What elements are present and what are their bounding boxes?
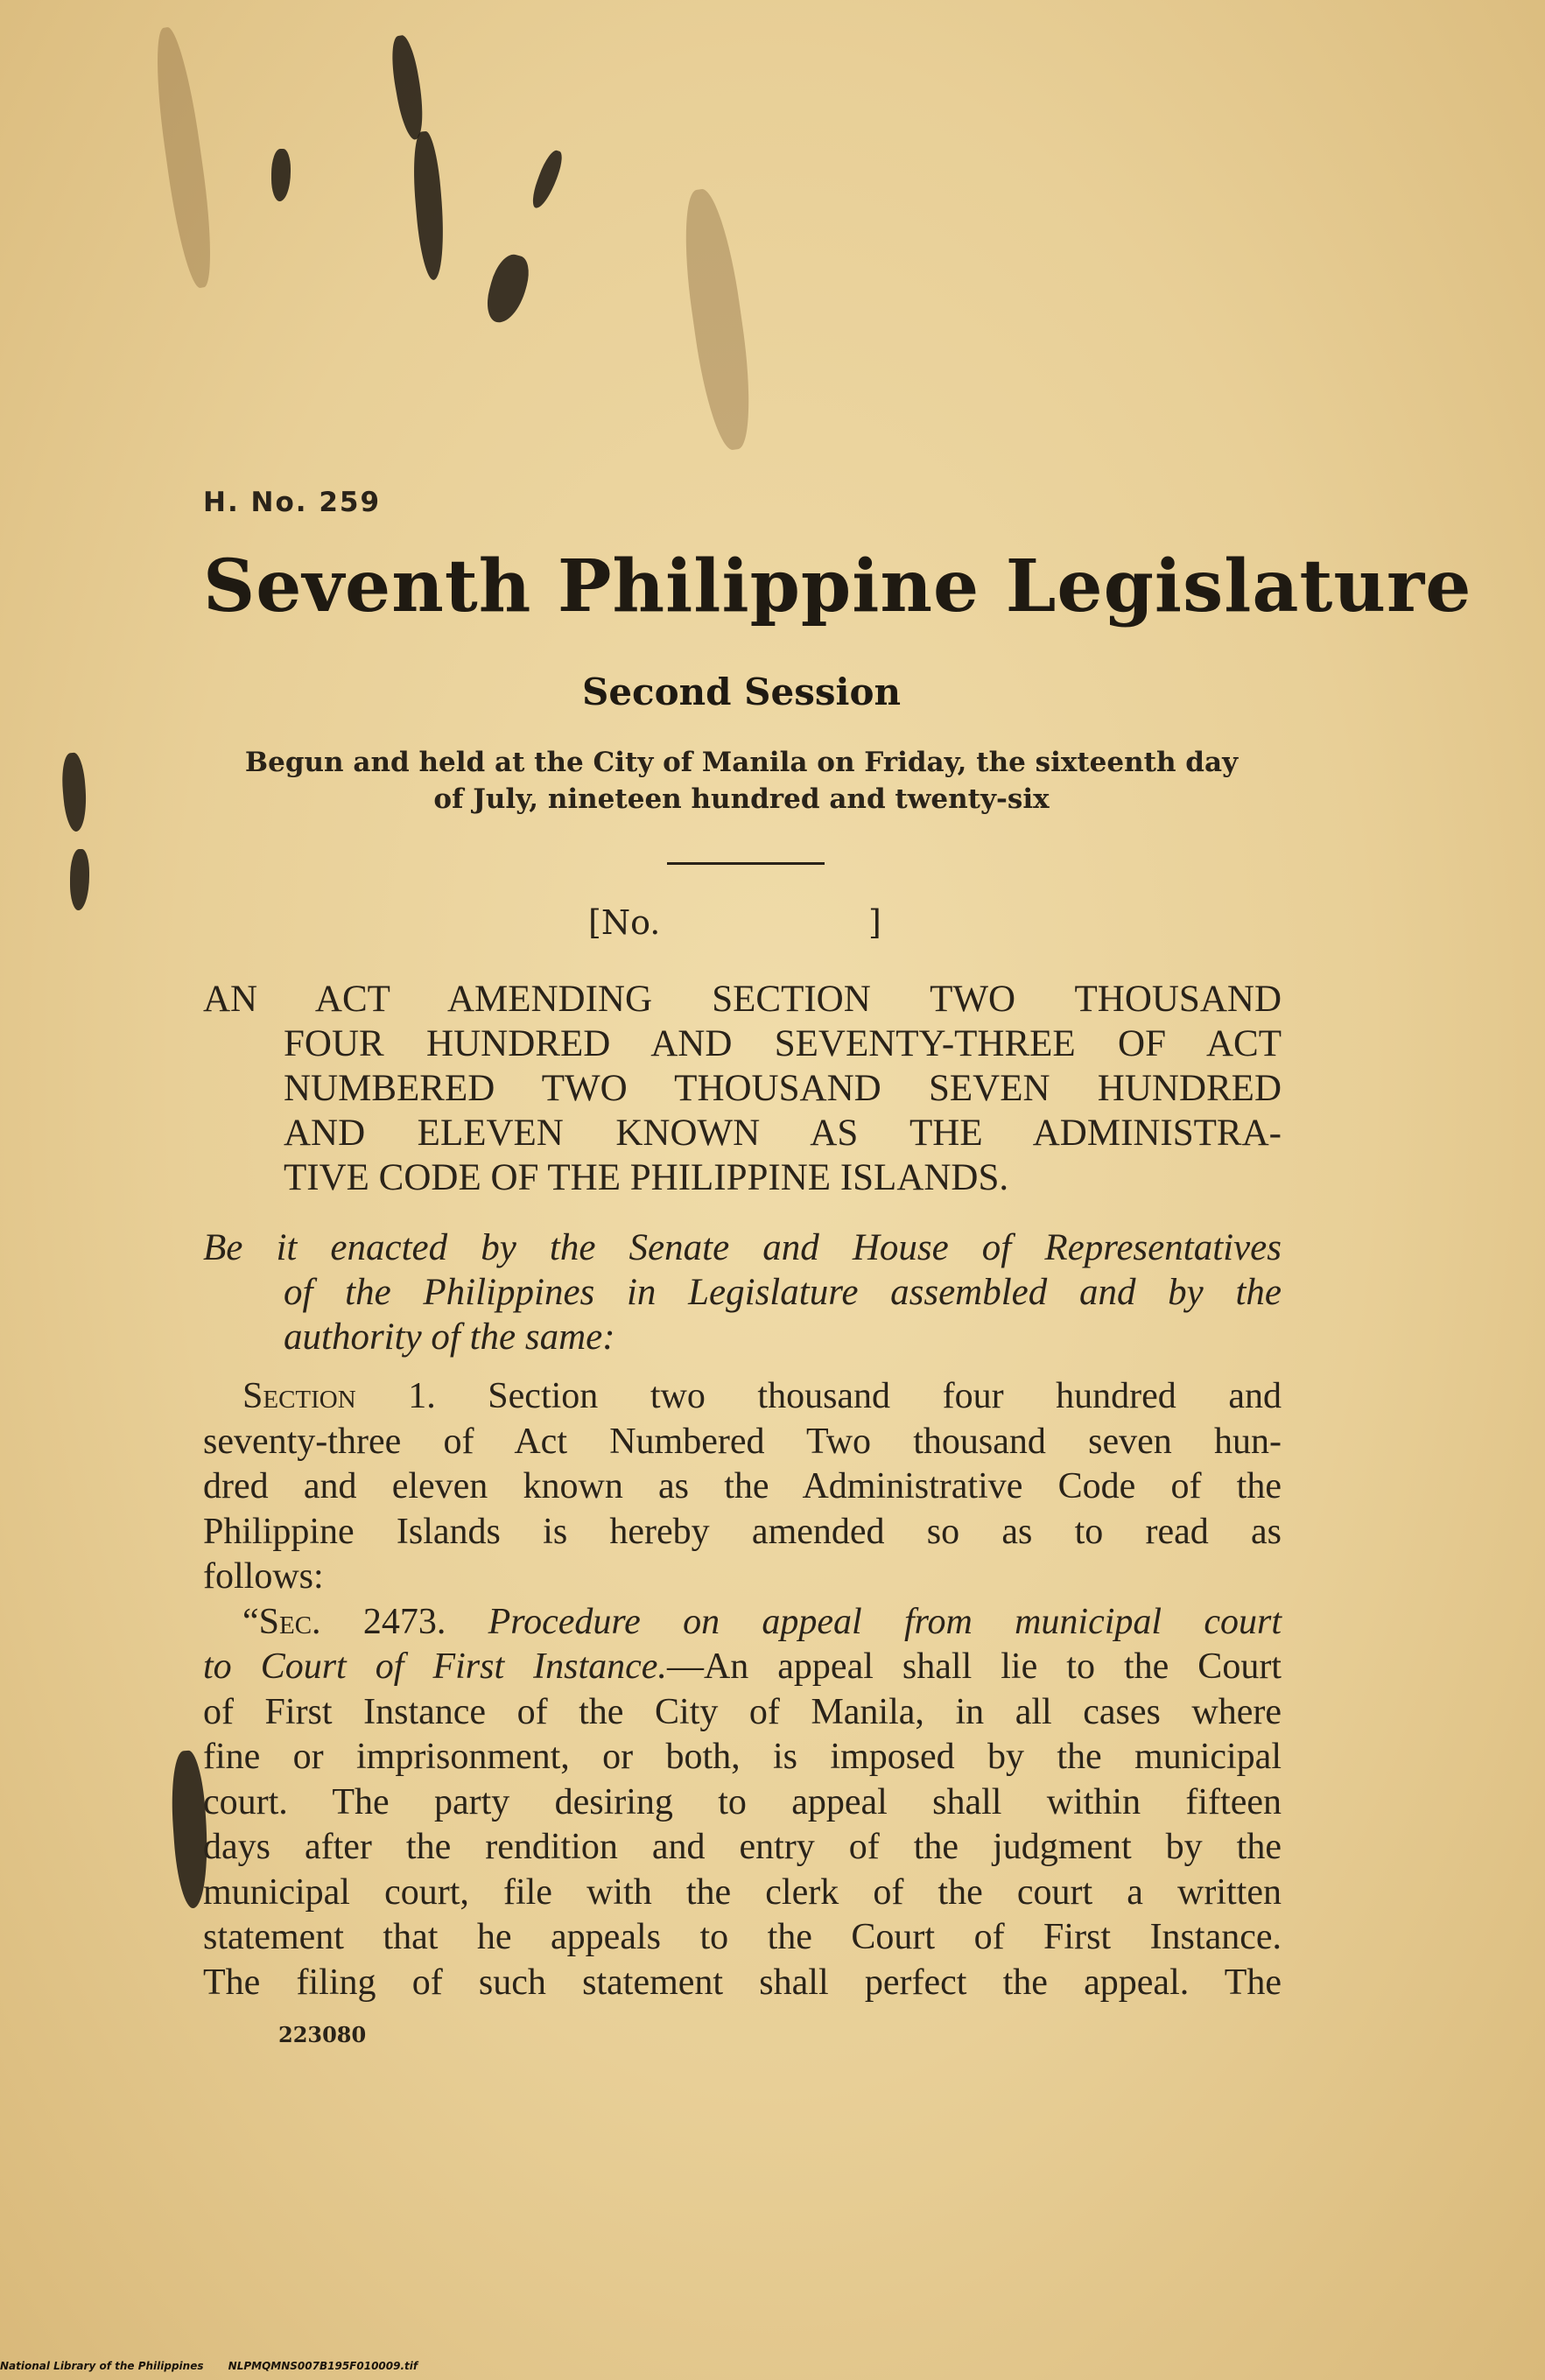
ink-stain xyxy=(410,130,449,281)
body-line: municipal court, file with the clerk of the court a written xyxy=(203,1871,1282,1913)
act-title-line: AND ELEVEN KNOWN AS THE ADMINISTRA- xyxy=(284,1113,1282,1154)
body-line: fine or imprisonment, or both, is imposed by the municipal xyxy=(203,1737,1282,1777)
house-number: H. No. 259 xyxy=(203,487,382,518)
session-dateline xyxy=(203,744,1280,818)
scan-footer xyxy=(0,2360,439,2372)
enacting-clause xyxy=(203,1225,1282,1359)
act-title-line: NUMBERED TWO THOUSAND SEVEN HUNDRED xyxy=(284,1068,1282,1109)
section-one-first-line xyxy=(203,1374,1282,1420)
body-line: seventy-three of Act Numbered Two thousand seven hun- xyxy=(203,1421,1282,1462)
dateline-line: Begun and held at the City of Manila on Friday, the sixteenth day xyxy=(244,747,1239,778)
act-title-line: AN ACT AMENDING SECTION TWO THOUSAND xyxy=(203,979,1282,1020)
act-number-close: ] xyxy=(868,903,881,942)
dateline-line: of July, nineteen hundred and twenty-six xyxy=(433,783,1050,815)
body-line: Philippine Islands is hereby amended so as to read as xyxy=(203,1511,1282,1552)
body-line: statement that he appeals to the Court of First Instance. xyxy=(203,1917,1282,1957)
footer-source: National Library of the Philippines xyxy=(0,2360,204,2372)
body-line: days after the rendition and entry of the judgment by the xyxy=(203,1827,1282,1867)
enacting-line: Be it enacted by the Senate and House of Representatives xyxy=(203,1227,1282,1268)
section-one-label: Section 1. xyxy=(242,1376,436,1416)
ink-stain xyxy=(675,186,759,453)
act-title-line: TIVE CODE OF THE PHILIPPINE ISLANDS. xyxy=(284,1157,1009,1198)
ink-stain xyxy=(481,250,533,327)
ink-stain xyxy=(70,849,89,910)
ink-stain xyxy=(60,752,89,832)
sec-2473-heading: Procedure on appeal from municipal court xyxy=(488,1601,1282,1642)
sec-2473-first-line xyxy=(203,1600,1282,1646)
act-number-open: [No. xyxy=(588,903,661,942)
print-number: 223080 xyxy=(278,2022,367,2047)
ink-stain xyxy=(148,25,219,291)
legislature-title: Seventh Philippine Legislature xyxy=(203,544,1472,628)
act-number xyxy=(588,903,881,942)
session-subtitle: Second Session xyxy=(581,670,901,713)
sec-2473-heading-cont: to Court of First Instance. xyxy=(203,1646,667,1687)
ink-stain xyxy=(387,33,429,141)
body-line: of First Instance of the City of Manila, in all cases where xyxy=(203,1691,1282,1732)
act-title-line: FOUR HUNDRED AND SEVENTY-THREE OF ACT xyxy=(284,1023,1282,1064)
enacting-line: authority of the same: xyxy=(284,1316,615,1358)
enacting-line: of the Philippines in Legislature assembled and by the xyxy=(284,1272,1282,1313)
body-line: The filing of such statement shall perfect the appeal. The xyxy=(203,1962,1282,2003)
body-line: dred and eleven known as the Administrative Code of the xyxy=(203,1466,1282,1506)
act-title xyxy=(203,977,1282,1200)
body-line-text: —An appeal shall lie to the Court xyxy=(666,1646,1282,1687)
footer-file: NLPMQMNS007B195F010009.tif xyxy=(228,2360,418,2372)
sec-2473-label: “Sec. 2473. xyxy=(242,1601,446,1642)
body-line: follows: xyxy=(203,1556,324,1597)
divider-rule xyxy=(667,862,825,865)
ink-stain xyxy=(529,148,566,212)
sec-2473-second-line xyxy=(203,1645,1282,1690)
section-body xyxy=(203,1374,1282,2005)
ink-stain xyxy=(271,149,291,201)
body-line: court. The party desiring to appeal shall within fifteen xyxy=(203,1781,1282,1822)
body-line-text: Section two thousand four hundred and xyxy=(488,1376,1282,1416)
